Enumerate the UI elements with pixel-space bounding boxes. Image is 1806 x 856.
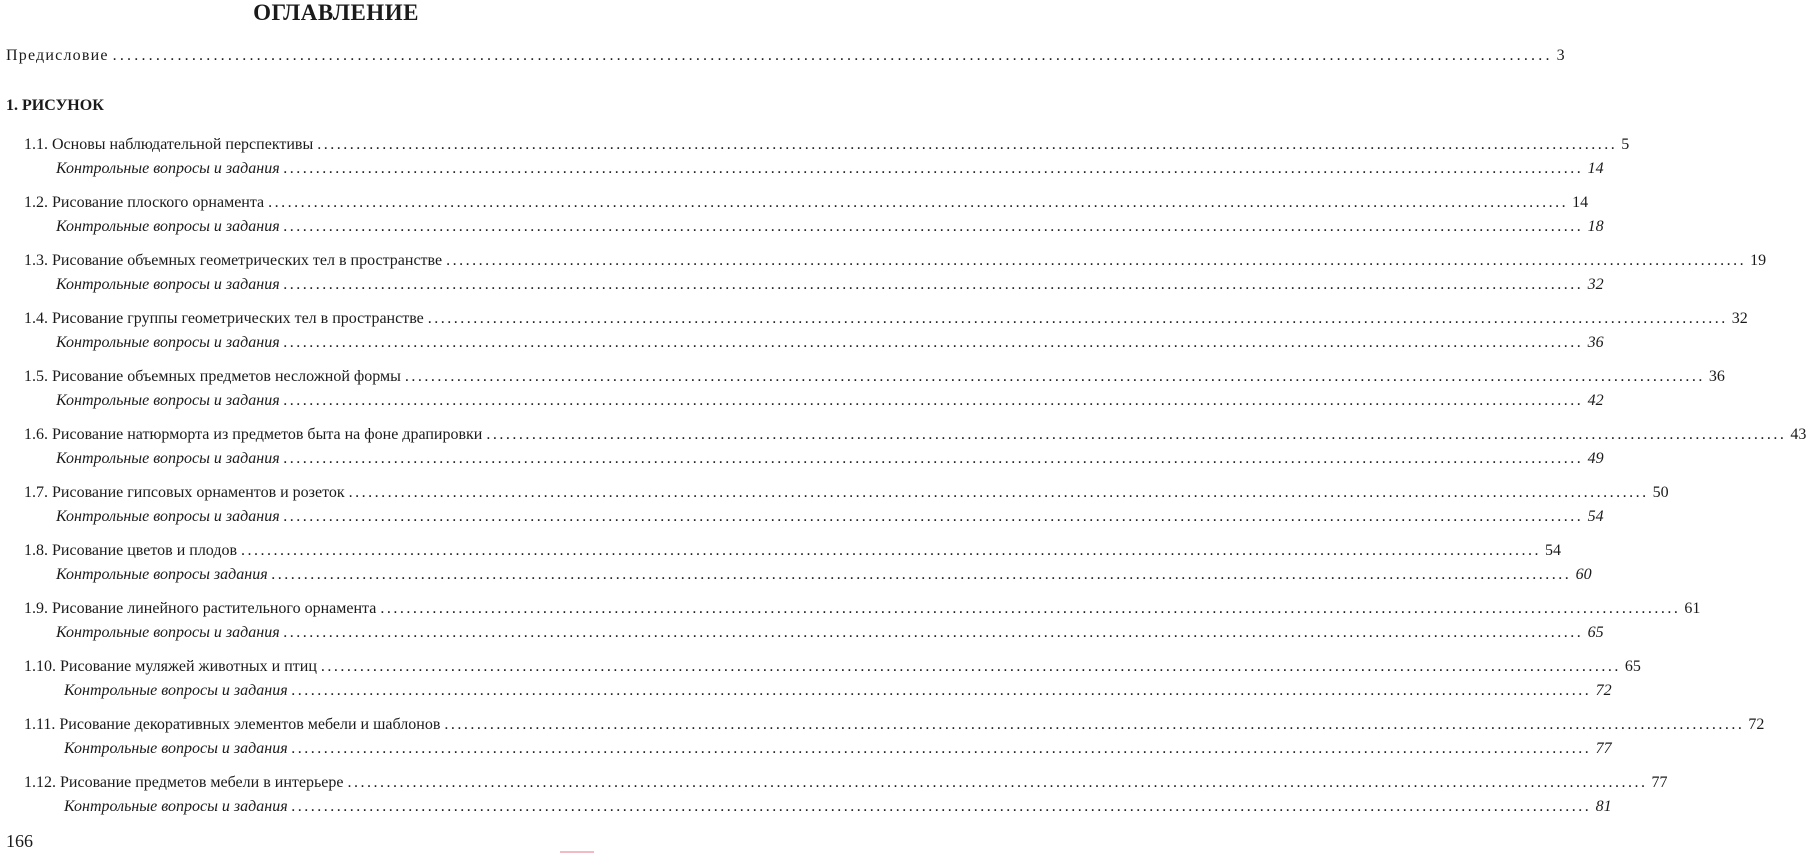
dot-leader: ........................................................................................................................................................................................................ — [291, 798, 1592, 815]
toc-entry-chapter[interactable] — [24, 657, 1641, 677]
toc-entry-label: 1.7. Рисование гипсовых орнаментов и розеток — [24, 484, 345, 501]
toc-entry-label: Контрольные вопросы и задания — [56, 160, 280, 177]
toc-entry-label: Контрольные вопросы и задания — [56, 392, 280, 409]
toc-entry-page: 77 — [1651, 774, 1668, 791]
toc-entry-chapter[interactable] — [24, 715, 1765, 735]
toc-entry-page: 36 — [1587, 334, 1604, 351]
dot-leader: ........................................................................................................................................................................................................ — [348, 484, 1649, 501]
dot-leader: ........................................................................................................................................................................................................ — [320, 658, 1621, 675]
toc-entry-page: 77 — [1595, 740, 1612, 757]
dot-leader: ........................................................................................................................................................................................................ — [427, 310, 1728, 327]
toc-entry-chapter[interactable] — [24, 193, 1589, 213]
toc-entry-page: 54 — [1587, 508, 1604, 525]
toc-entry-page: 3 — [1556, 47, 1566, 64]
toc-entry-label: 1.8. Рисование цветов и плодов — [24, 542, 238, 559]
toc-entry-page: 72 — [1595, 682, 1612, 699]
toc-entry-label: 1.4. Рисование группы геометрических тел в пространстве — [24, 310, 424, 327]
toc-entry-questions[interactable] — [64, 739, 1612, 759]
toc-entry-label: Контрольные вопросы задания — [56, 566, 268, 583]
toc-entry-label: 1.6. Рисование натюрморта из предметов быта на фоне драпировки — [24, 426, 483, 443]
toc-entry-questions[interactable] — [56, 275, 1604, 295]
dot-leader: ........................................................................................................................................................................................................ — [347, 774, 1648, 791]
toc-entry-label: 1.9. Рисование линейного растительного орнамента — [24, 600, 377, 617]
toc-entry-questions[interactable] — [56, 391, 1604, 411]
toc-entry-chapter[interactable] — [24, 425, 1806, 445]
toc-entry-page: 14 — [1587, 160, 1604, 177]
toc-entry-page: 36 — [1708, 368, 1725, 385]
toc-entry-label: 1.3. Рисование объемных геометрических тел в пространстве — [24, 252, 443, 269]
toc-entry-label: 1.5. Рисование объемных предметов несложной формы — [24, 368, 401, 385]
toc-entry-label: Контрольные вопросы и задания — [64, 682, 288, 699]
dot-leader: ........................................................................................................................................................................................................ — [283, 392, 1584, 409]
edge-mark — [560, 851, 594, 853]
dot-leader: ........................................................................................................................................................................................................ — [271, 566, 1572, 583]
toc-entry-label: Контрольные вопросы и задания — [56, 624, 280, 641]
toc-entry-chapter[interactable] — [24, 251, 1767, 271]
dot-leader: ........................................................................................................................................................................................................ — [291, 740, 1592, 757]
toc-entry-page: 5 — [1621, 136, 1630, 153]
dot-leader: ........................................................................................................................................................................................................ — [446, 252, 1747, 269]
toc-entry-questions[interactable] — [56, 449, 1604, 469]
toc-entry-label: 1.10. Рисование муляжей животных и птиц — [24, 658, 317, 675]
dot-leader: ........................................................................................................................................................................................................ — [291, 682, 1592, 699]
toc-entry-questions[interactable] — [56, 565, 1592, 585]
toc-entry-label: Контрольные вопросы и задания — [56, 450, 280, 467]
dot-leader: ........................................................................................................................................................................................................ — [283, 334, 1584, 351]
toc-entry-label: Контрольные вопросы и задания — [64, 798, 288, 815]
dot-leader: ........................................................................................................................................................................................................ — [283, 160, 1584, 177]
page-number: 166 — [6, 831, 33, 851]
toc-entry-questions[interactable] — [56, 159, 1604, 179]
dot-leader: ........................................................................................................................................................................................................ — [486, 426, 1787, 443]
toc-entry-page: 32 — [1587, 276, 1604, 293]
toc-entry-page: 72 — [1748, 716, 1765, 733]
toc-entry-page: 61 — [1684, 600, 1701, 617]
toc-entry-chapter[interactable] — [24, 599, 1701, 619]
toc-entry-label: Контрольные вопросы и задания — [56, 334, 280, 351]
toc-entry-chapter[interactable] — [24, 367, 1725, 387]
toc-entry-label: 1.1. Основы наблюдательной перспективы — [24, 136, 314, 153]
dot-leader: ........................................................................................................................................................................................................ — [283, 508, 1584, 525]
toc-entry-page: 65 — [1587, 624, 1604, 641]
toc-entry-label: Предисловие — [6, 47, 109, 64]
toc-entry-chapter[interactable] — [24, 309, 1748, 329]
toc-entry-label: Контрольные вопросы и задания — [56, 218, 280, 235]
toc-entry-label: 1.11. Рисование декоративных элементов мебели и шаблонов — [24, 716, 441, 733]
toc-entry-page: 14 — [1572, 194, 1589, 211]
toc-entry-page: 49 — [1587, 450, 1604, 467]
dot-leader: ........................................................................................................................................................................................................ — [283, 624, 1584, 641]
toc-entry-page: 18 — [1587, 218, 1604, 235]
toc-entry-chapter[interactable] — [24, 773, 1668, 793]
toc-entry-chapter[interactable] — [24, 483, 1669, 503]
toc-entry-questions[interactable] — [56, 333, 1604, 353]
toc-entry-questions[interactable] — [56, 507, 1604, 527]
toc-entry-label: 1.2. Рисование плоского орнамента — [24, 194, 265, 211]
toc-entry-questions[interactable] — [64, 797, 1612, 817]
toc-entry-page: 81 — [1595, 798, 1612, 815]
toc-entry-page: 42 — [1587, 392, 1604, 409]
toc-entry-questions[interactable] — [64, 681, 1612, 701]
dot-leader: ........................................................................................................................................................................................................ — [404, 368, 1705, 385]
dot-leader: ........................................................................................................................................................................................................ — [380, 600, 1681, 617]
dot-leader: ........................................................................................................................................................................................................ — [283, 218, 1584, 235]
toc-entry-page: 32 — [1731, 310, 1748, 327]
dot-leader: ........................................................................................................................................................................................................ — [241, 542, 1542, 559]
toc-entry-page: 60 — [1575, 566, 1592, 583]
dot-leader: ........................................................................................................................................................................................................ — [283, 276, 1584, 293]
toc-entry-preface[interactable] — [6, 46, 1566, 66]
dot-leader: ........................................................................................................................................................................................................ — [268, 194, 1569, 211]
toc-entry-page: 54 — [1545, 542, 1562, 559]
dot-leader: ........................................................................................................................................................................................................ — [444, 716, 1745, 733]
toc-entry-page: 43 — [1790, 426, 1806, 443]
page-title: ОГЛАВЛЕНИЕ — [253, 0, 419, 25]
toc-entry-page: 19 — [1750, 252, 1767, 269]
toc-entry-page: 65 — [1624, 658, 1641, 675]
toc-entry-questions[interactable] — [56, 623, 1604, 643]
toc-entry-label: Контрольные вопросы и задания — [64, 740, 288, 757]
toc-entry-chapter[interactable] — [24, 135, 1630, 155]
dot-leader: ........................................................................................................................................................................................................ — [112, 47, 1553, 64]
toc-entry-label: 1.12. Рисование предметов мебели в интерьере — [24, 774, 344, 791]
toc-entry-questions[interactable] — [56, 217, 1604, 237]
section-heading: 1. РИСУНОК — [6, 97, 104, 114]
toc-entry-label: Контрольные вопросы и задания — [56, 276, 280, 293]
toc-entry-page: 50 — [1652, 484, 1669, 501]
toc-entry-label: Контрольные вопросы и задания — [56, 508, 280, 525]
dot-leader: ........................................................................................................................................................................................................ — [317, 136, 1618, 153]
dot-leader: ........................................................................................................................................................................................................ — [283, 450, 1584, 467]
toc-entry-chapter[interactable] — [24, 541, 1562, 561]
